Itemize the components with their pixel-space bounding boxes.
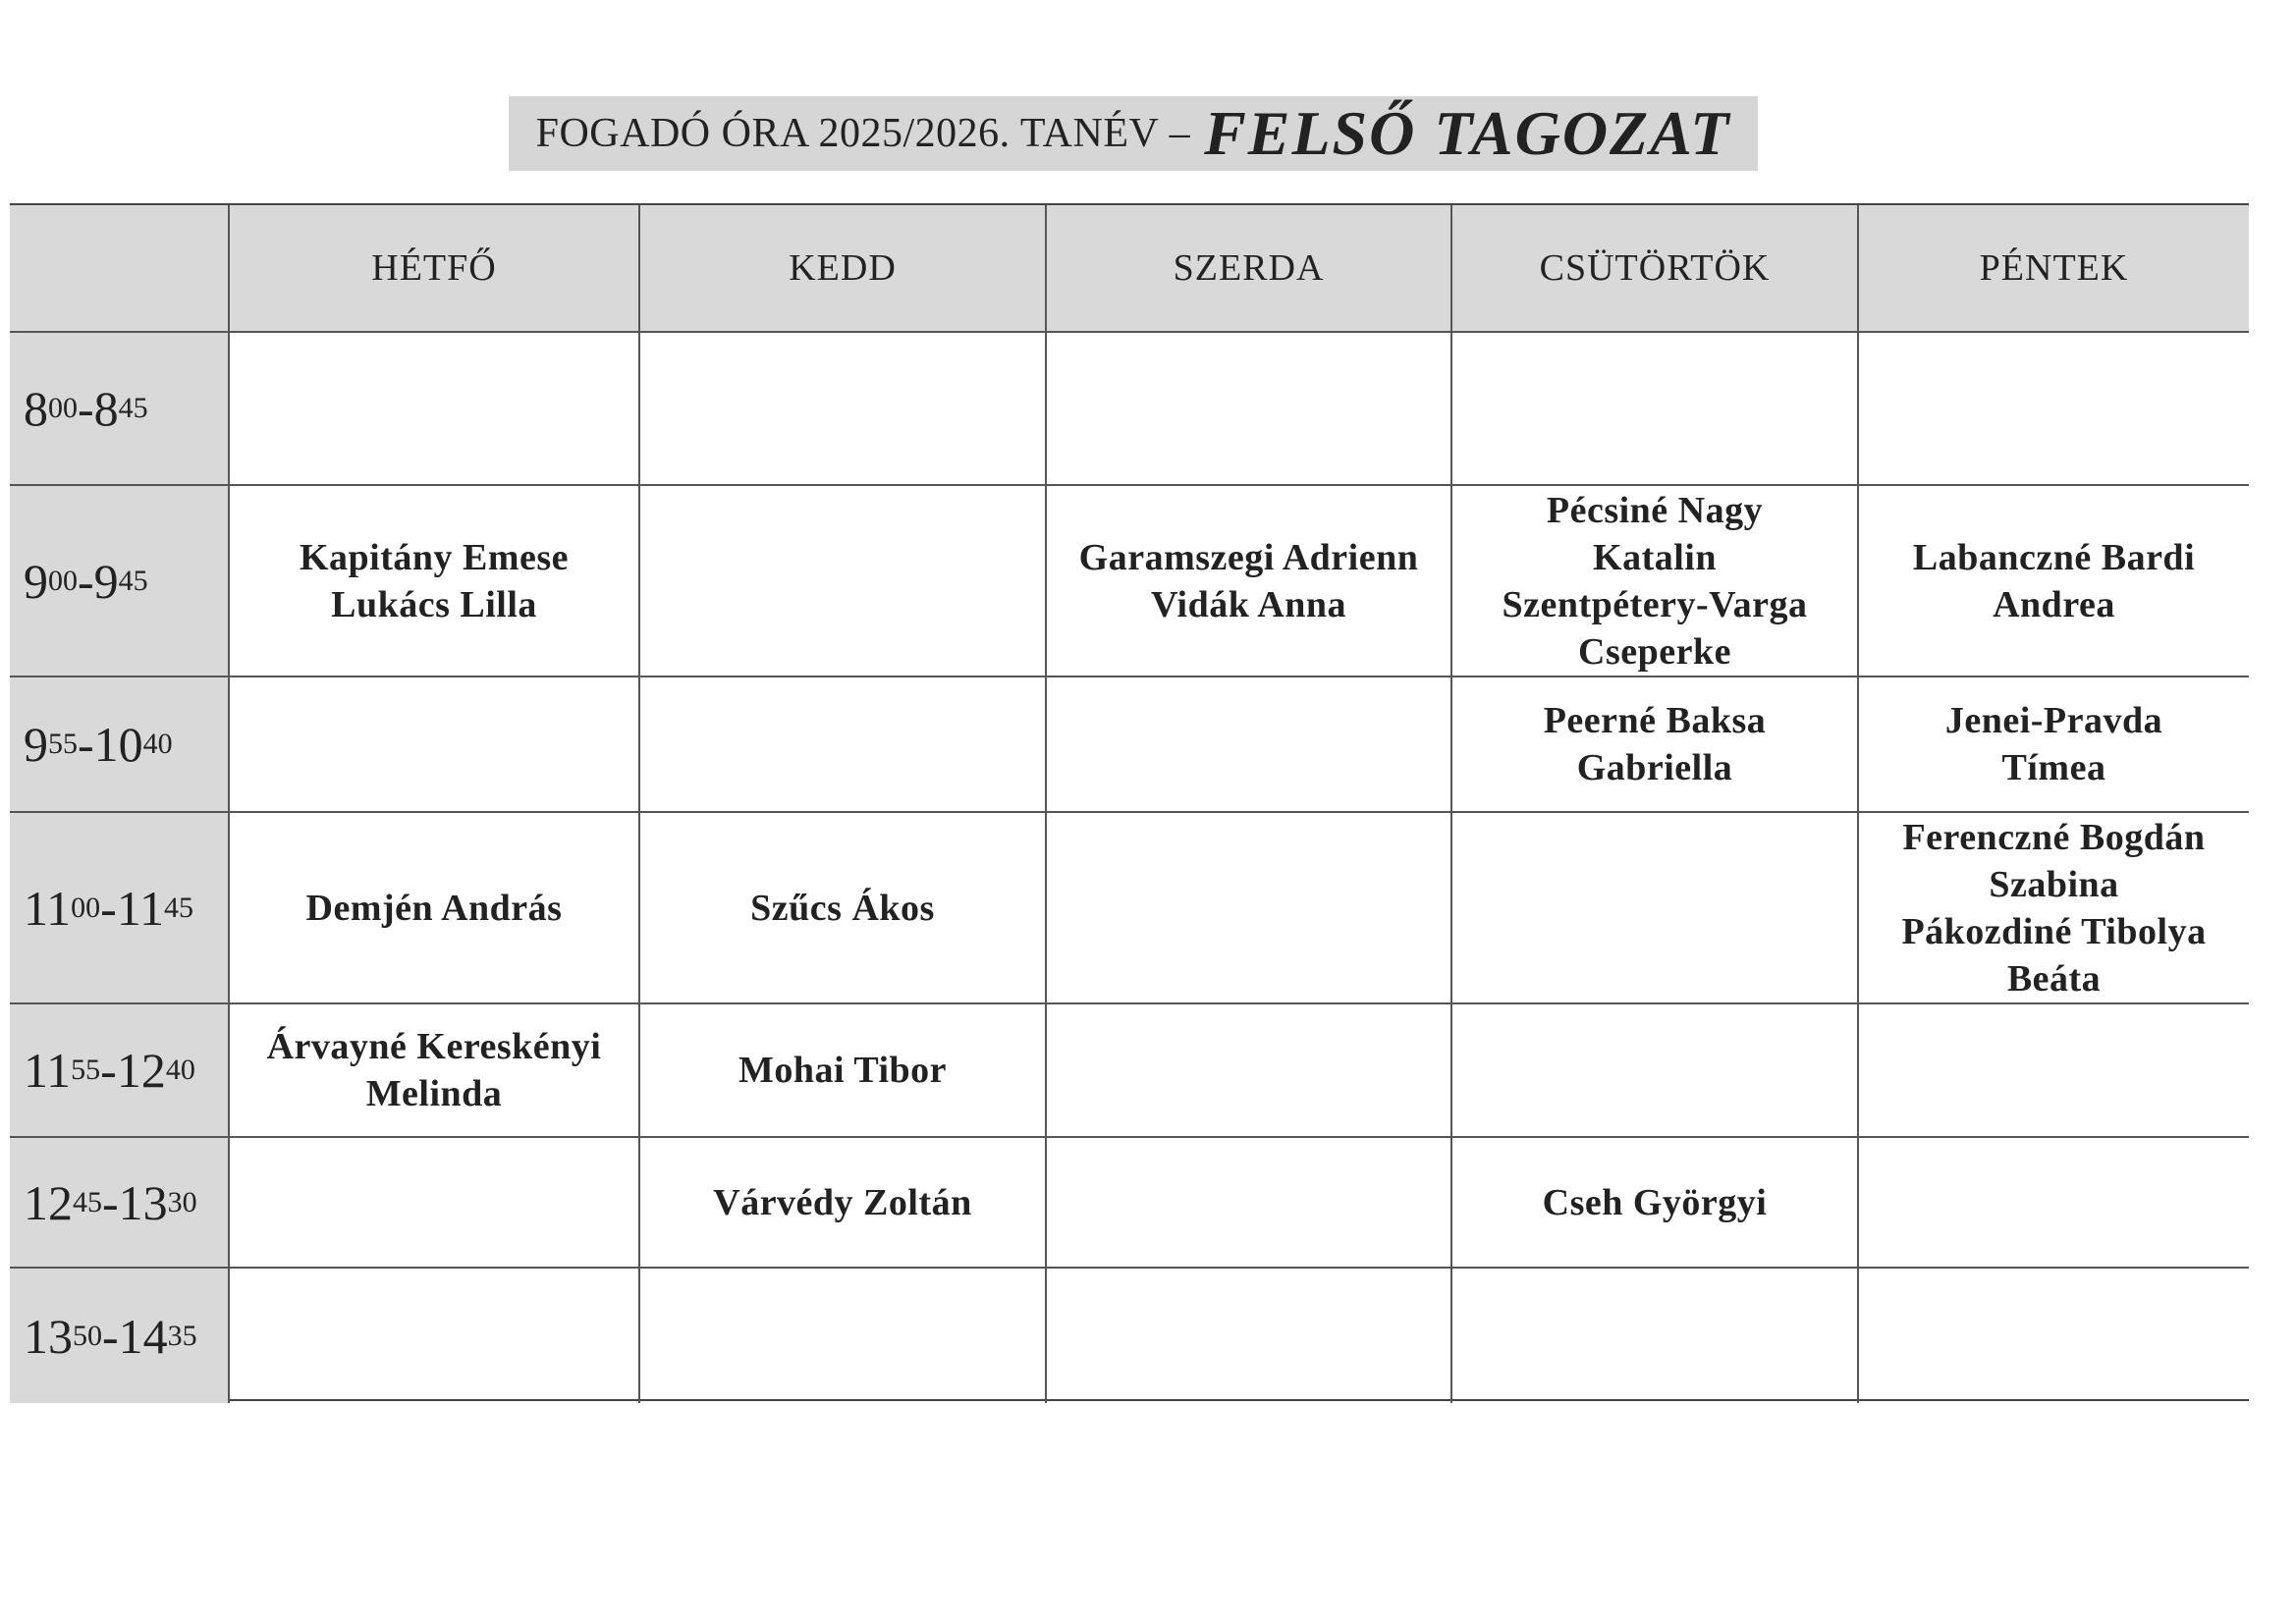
schedule-cell — [1047, 1138, 1452, 1269]
time-start-hour: 11 — [24, 880, 72, 936]
time-slot: 9 55 - 10 40 — [10, 677, 230, 813]
teacher-name-line: Demjén András — [305, 887, 563, 929]
teacher-name-line: Szentpétery-Varga — [1502, 583, 1808, 625]
teacher-name-line: Andrea — [1993, 583, 2115, 625]
teacher-name-line: Szabina — [1989, 863, 2119, 905]
teacher-name-line: Pákozdiné Tibolya — [1901, 910, 2207, 952]
schedule-cell — [1452, 1138, 1859, 1269]
schedule-cell — [1452, 486, 1859, 677]
time-end-hour: 11 — [116, 880, 164, 936]
schedule-cell — [640, 333, 1047, 486]
time-start-hour: 12 — [24, 1174, 73, 1230]
day-header — [1859, 205, 2249, 333]
schedule-cell — [640, 813, 1047, 1004]
teacher-name-line: Tímea — [2001, 747, 2106, 788]
schedule-cell — [1859, 333, 2249, 486]
schedule-cell — [1859, 1004, 2249, 1138]
day-header-label: SZERDA — [1173, 247, 1325, 289]
schedule-cell — [1452, 677, 1859, 813]
teacher-name-line: Labanczné Bardi — [1912, 536, 2196, 578]
time-slot: 9 00 - 9 45 — [10, 486, 230, 677]
day-header — [640, 205, 1047, 333]
time-start-hour: 9 — [24, 717, 48, 772]
schedule-cell — [640, 677, 1047, 813]
schedule-cell — [1859, 1138, 2249, 1269]
schedule-cell — [230, 1138, 640, 1269]
teacher-name-line: Kapitány Emese — [299, 536, 570, 578]
teacher-name-line: Garamszegi Adrienn — [1078, 536, 1419, 578]
time-end-hour: 8 — [93, 381, 119, 436]
time-slot: 11 00 - 11 45 — [10, 813, 230, 1004]
time-slot: 12 45 - 13 30 — [10, 1138, 230, 1269]
schedule-cell — [1452, 813, 1859, 1004]
time-end-hour: 13 — [118, 1174, 168, 1230]
day-header-label: PÉNTEK — [1979, 247, 2129, 289]
teacher-name-line: Jenei-Pravda — [1944, 700, 2163, 741]
time-end-hour: 10 — [93, 717, 143, 772]
schedule-cell — [1047, 1004, 1452, 1138]
teacher-name-line: Peerné Baksa — [1543, 700, 1767, 741]
title-main: FOGADÓ ÓRA 2025/2026. TANÉV – — [535, 111, 1191, 156]
teacher-name-line: Szűcs Ákos — [750, 887, 935, 929]
schedule-cell — [640, 1004, 1047, 1138]
day-header — [1047, 205, 1452, 333]
day-header — [230, 205, 640, 333]
schedule-cell — [1452, 1269, 1859, 1403]
schedule-cell — [1859, 1269, 2249, 1403]
teacher-name-line: Katalin — [1593, 536, 1717, 578]
time-end-hour: 14 — [118, 1308, 168, 1364]
schedule-cell — [1047, 813, 1452, 1004]
time-start-hour: 11 — [24, 1043, 72, 1098]
teacher-name-line: Ferenczné Bogdán — [1902, 816, 2206, 858]
time-end-hour: 9 — [93, 553, 119, 609]
day-header-label: KEDD — [789, 247, 897, 289]
teacher-name-line: Beáta — [2006, 957, 2102, 1000]
time-start-hour: 13 — [24, 1308, 73, 1364]
schedule-cell — [1047, 677, 1452, 813]
schedule-cell — [230, 486, 640, 677]
day-header-label: HÉTFŐ — [371, 247, 497, 289]
schedule-cell — [230, 813, 640, 1004]
time-slot: 11 55 - 12 40 — [10, 1004, 230, 1138]
office-hours-table — [10, 203, 2249, 1401]
schedule-cell — [640, 1269, 1047, 1403]
teacher-name-line: Árvayné Kereskényi — [266, 1026, 602, 1067]
schedule-cell — [1047, 486, 1452, 677]
page-title — [509, 96, 1758, 171]
schedule-cell — [230, 1004, 640, 1138]
day-header-label: CSÜTÖRTÖK — [1539, 247, 1771, 289]
teacher-name-line: Lukács Lilla — [331, 583, 537, 625]
schedule-cell — [1047, 1269, 1452, 1403]
time-start-hour: 8 — [24, 381, 48, 436]
teacher-name-line: Várvédy Zoltán — [713, 1181, 972, 1223]
schedule-cell — [230, 1269, 640, 1403]
schedule-cell — [1047, 333, 1452, 486]
teacher-name-line: Melinda — [365, 1073, 503, 1114]
time-slot: 13 50 - 14 35 — [10, 1269, 230, 1403]
schedule-cell — [1859, 813, 2249, 1004]
schedule-cell — [230, 333, 640, 486]
teacher-name-line: Pécsiné Nagy — [1546, 489, 1764, 531]
title-accent: FELSŐ TAGOZAT — [1204, 98, 1731, 168]
schedule-cell — [1452, 333, 1859, 486]
header-corner — [10, 205, 230, 333]
teacher-name-line: Gabriella — [1576, 747, 1733, 788]
teacher-name-line: Mohai Tibor — [738, 1050, 948, 1091]
schedule-cell — [640, 486, 1047, 677]
time-start-hour: 9 — [24, 553, 48, 609]
time-end-hour: 12 — [116, 1043, 166, 1098]
teacher-name-line: Vidák Anna — [1151, 583, 1346, 625]
schedule-cell — [230, 677, 640, 813]
teacher-name-line: Cseh Györgyi — [1542, 1181, 1768, 1223]
day-header — [1452, 205, 1859, 333]
schedule-cell — [1859, 486, 2249, 677]
teacher-name-line: Cseperke — [1578, 630, 1731, 673]
schedule-cell — [640, 1138, 1047, 1269]
schedule-cell — [1452, 1004, 1859, 1138]
schedule-cell — [1859, 677, 2249, 813]
time-slot: 8 00 - 8 45 — [10, 333, 230, 486]
